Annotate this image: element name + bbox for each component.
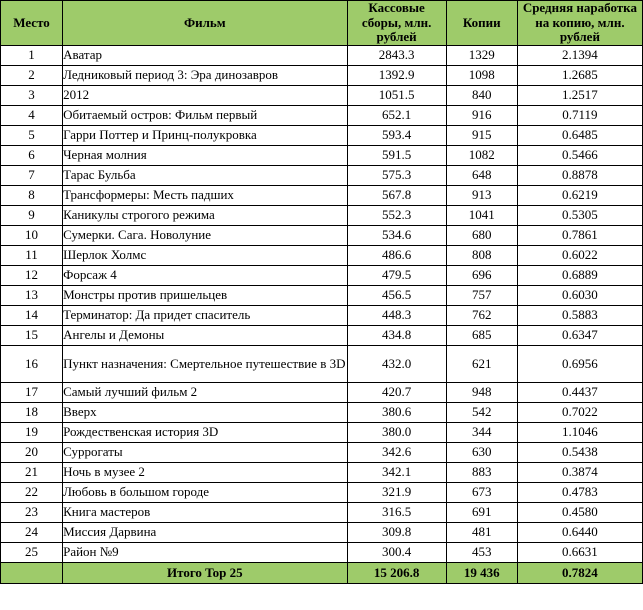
cell-rank: 12: [1, 265, 63, 285]
cell-film: Рождественская история 3D: [63, 422, 347, 442]
cell-rank: 4: [1, 105, 63, 125]
cell-film: Гарри Поттер и Принц-полукровка: [63, 125, 347, 145]
cell-average: 0.6889: [517, 265, 642, 285]
cell-average: 0.4437: [517, 382, 642, 402]
table-row: [1, 225, 643, 245]
cell-gross: 456.5: [347, 285, 446, 305]
cell-film: Трансформеры: Месть падших: [63, 185, 347, 205]
cell-rank: 1: [1, 45, 63, 65]
table-row: [1, 482, 643, 502]
table-row: [1, 382, 643, 402]
cell-rank: 13: [1, 285, 63, 305]
cell-rank: 19: [1, 422, 63, 442]
table-header: [1, 1, 643, 46]
table-row: [1, 105, 643, 125]
cell-average: 0.4783: [517, 482, 642, 502]
cell-average: 0.5305: [517, 205, 642, 225]
cell-gross: 300.4: [347, 542, 446, 562]
cell-gross: 2843.3: [347, 45, 446, 65]
cell-gross: 534.6: [347, 225, 446, 245]
cell-copies: 542: [446, 402, 517, 422]
cell-gross: 593.4: [347, 125, 446, 145]
cell-film: 2012: [63, 85, 347, 105]
cell-rank: 9: [1, 205, 63, 225]
cell-copies: 757: [446, 285, 517, 305]
cell-average: 0.6485: [517, 125, 642, 145]
cell-rank: 3: [1, 85, 63, 105]
cell-average: 0.6440: [517, 522, 642, 542]
table-row: [1, 85, 643, 105]
table-row: [1, 422, 643, 442]
cell-film: Самый лучший фильм 2: [63, 382, 347, 402]
cell-copies: 808: [446, 245, 517, 265]
cell-copies: 1041: [446, 205, 517, 225]
cell-copies: 621: [446, 345, 517, 382]
table-row: [1, 165, 643, 185]
table-row: [1, 345, 643, 382]
cell-rank: 25: [1, 542, 63, 562]
column-header-film: Фильм: [63, 1, 347, 46]
cell-copies: 915: [446, 125, 517, 145]
cell-rank: 18: [1, 402, 63, 422]
cell-film: Обитаемый остров: Фильм первый: [63, 105, 347, 125]
cell-gross: 380.0: [347, 422, 446, 442]
cell-gross: 309.8: [347, 522, 446, 542]
total-cell-label: Итого Top 25: [63, 562, 347, 583]
cell-copies: 648: [446, 165, 517, 185]
cell-rank: 14: [1, 305, 63, 325]
cell-average: 0.7119: [517, 105, 642, 125]
cell-copies: 344: [446, 422, 517, 442]
cell-average: 0.5438: [517, 442, 642, 462]
cell-film: Ледниковый период 3: Эра динозавров: [63, 65, 347, 85]
cell-rank: 8: [1, 185, 63, 205]
cell-rank: 11: [1, 245, 63, 265]
cell-rank: 5: [1, 125, 63, 145]
table-row: [1, 542, 643, 562]
cell-film: Аватар: [63, 45, 347, 65]
cell-average: 0.5466: [517, 145, 642, 165]
cell-gross: 316.5: [347, 502, 446, 522]
cell-film: Шерлок Холмс: [63, 245, 347, 265]
cell-copies: 883: [446, 462, 517, 482]
cell-rank: 2: [1, 65, 63, 85]
cell-average: 1.2517: [517, 85, 642, 105]
cell-copies: 453: [446, 542, 517, 562]
cell-gross: 479.5: [347, 265, 446, 285]
cell-average: 0.6022: [517, 245, 642, 265]
cell-film: Любовь в большом городе: [63, 482, 347, 502]
cell-copies: 1098: [446, 65, 517, 85]
cell-film: Ангелы и Демоны: [63, 325, 347, 345]
cell-copies: 913: [446, 185, 517, 205]
table-row: [1, 205, 643, 225]
cell-average: 2.1394: [517, 45, 642, 65]
cell-rank: 23: [1, 502, 63, 522]
cell-gross: 591.5: [347, 145, 446, 165]
cell-rank: 15: [1, 325, 63, 345]
cell-rank: 7: [1, 165, 63, 185]
cell-rank: 6: [1, 145, 63, 165]
cell-average: 0.7861: [517, 225, 642, 245]
cell-film: Район №9: [63, 542, 347, 562]
cell-rank: 24: [1, 522, 63, 542]
table-row: [1, 522, 643, 542]
cell-gross: 321.9: [347, 482, 446, 502]
cell-film: Каникулы строгого режима: [63, 205, 347, 225]
cell-gross: 420.7: [347, 382, 446, 402]
cell-gross: 342.1: [347, 462, 446, 482]
cell-copies: 1082: [446, 145, 517, 165]
cell-film: Книга мастеров: [63, 502, 347, 522]
cell-copies: 948: [446, 382, 517, 402]
cell-rank: 16: [1, 345, 63, 382]
cell-film: Сумерки. Сага. Новолуние: [63, 225, 347, 245]
cell-copies: 762: [446, 305, 517, 325]
table-body: [1, 45, 643, 583]
cell-gross: 342.6: [347, 442, 446, 462]
cell-rank: 20: [1, 442, 63, 462]
cell-rank: 17: [1, 382, 63, 402]
cell-copies: 840: [446, 85, 517, 105]
total-cell-rank: [1, 562, 63, 583]
cell-gross: 380.6: [347, 402, 446, 422]
table-row: [1, 45, 643, 65]
cell-average: 0.6631: [517, 542, 642, 562]
table-row: [1, 125, 643, 145]
cell-rank: 22: [1, 482, 63, 502]
cell-copies: 630: [446, 442, 517, 462]
cell-rank: 10: [1, 225, 63, 245]
cell-copies: 691: [446, 502, 517, 522]
cell-film: Пункт назначения: Смертельное путешествие в 3D: [63, 345, 347, 382]
cell-gross: 575.3: [347, 165, 446, 185]
cell-copies: 916: [446, 105, 517, 125]
table-row: [1, 145, 643, 165]
total-cell-copies: 19 436: [446, 562, 517, 583]
cell-gross: 448.3: [347, 305, 446, 325]
table-row: [1, 502, 643, 522]
table-row: [1, 442, 643, 462]
cell-copies: 696: [446, 265, 517, 285]
table-row: [1, 185, 643, 205]
cell-average: 1.1046: [517, 422, 642, 442]
column-header-average: Средняя наработка на копию, млн. рублей: [517, 1, 642, 46]
cell-rank: 21: [1, 462, 63, 482]
table-header-row: [1, 1, 643, 46]
cell-average: 0.3874: [517, 462, 642, 482]
table-row: [1, 285, 643, 305]
cell-gross: 1051.5: [347, 85, 446, 105]
table-row: [1, 65, 643, 85]
total-cell-average: 0.7824: [517, 562, 642, 583]
cell-film: Миссия Дарвина: [63, 522, 347, 542]
table-row: [1, 462, 643, 482]
cell-film: Терминатор: Да придет спаситель: [63, 305, 347, 325]
cell-film: Форсаж 4: [63, 265, 347, 285]
table-row: [1, 325, 643, 345]
cell-average: 1.2685: [517, 65, 642, 85]
column-header-copies: Копии: [446, 1, 517, 46]
table-row: [1, 265, 643, 285]
cell-gross: 1392.9: [347, 65, 446, 85]
table-row: [1, 402, 643, 422]
cell-copies: 680: [446, 225, 517, 245]
cell-gross: 486.6: [347, 245, 446, 265]
cell-average: 0.5883: [517, 305, 642, 325]
cell-average: 0.6956: [517, 345, 642, 382]
cell-gross: 432.0: [347, 345, 446, 382]
total-cell-gross: 15 206.8: [347, 562, 446, 583]
column-header-gross: Кассовые сборы, млн. рублей: [347, 1, 446, 46]
cell-average: 0.6030: [517, 285, 642, 305]
column-header-rank: Место: [1, 1, 63, 46]
table-total-row: [1, 562, 643, 583]
cell-gross: 567.8: [347, 185, 446, 205]
cell-average: 0.4580: [517, 502, 642, 522]
cell-gross: 552.3: [347, 205, 446, 225]
cell-film: Суррогаты: [63, 442, 347, 462]
cell-copies: 673: [446, 482, 517, 502]
cell-film: Вверх: [63, 402, 347, 422]
cell-average: 0.7022: [517, 402, 642, 422]
cell-average: 0.6219: [517, 185, 642, 205]
cell-film: Монстры против пришельцев: [63, 285, 347, 305]
cell-film: Тарас Бульба: [63, 165, 347, 185]
cell-film: Черная молния: [63, 145, 347, 165]
cell-film: Ночь в музее 2: [63, 462, 347, 482]
cell-average: 0.8878: [517, 165, 642, 185]
cell-copies: 685: [446, 325, 517, 345]
cell-copies: 481: [446, 522, 517, 542]
cell-copies: 1329: [446, 45, 517, 65]
cell-gross: 434.8: [347, 325, 446, 345]
cell-gross: 652.1: [347, 105, 446, 125]
table-row: [1, 245, 643, 265]
cell-average: 0.6347: [517, 325, 642, 345]
table-row: [1, 305, 643, 325]
